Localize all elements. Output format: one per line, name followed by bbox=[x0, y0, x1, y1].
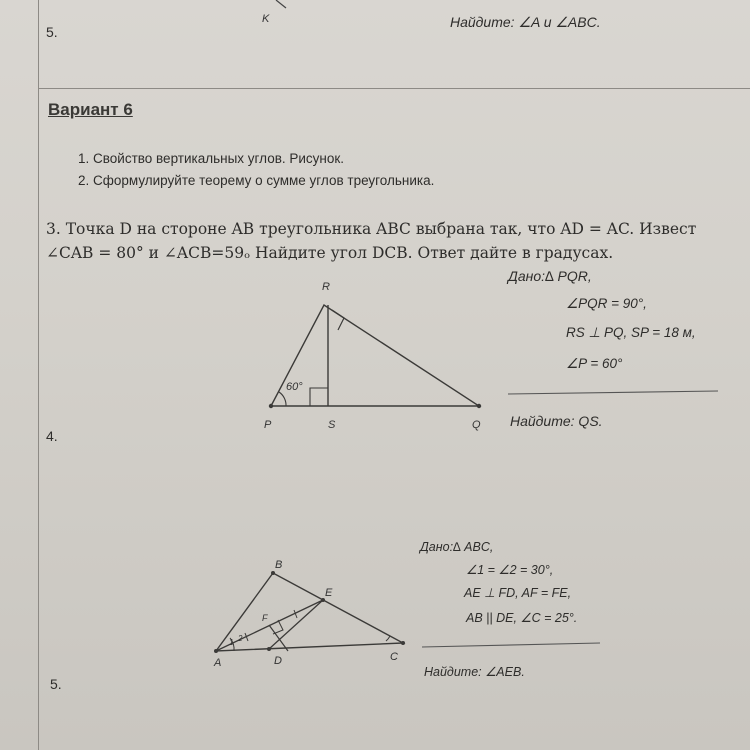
task5-separator-line bbox=[422, 643, 600, 647]
triangle-pqr-figure bbox=[264, 281, 481, 431]
label-a: A bbox=[214, 657, 222, 669]
label-b: B bbox=[275, 559, 283, 571]
task4-given-2: RS ⊥ PQ, SP = 18 м, bbox=[566, 325, 696, 340]
label-r: R bbox=[322, 281, 330, 293]
top-vertex-k: K bbox=[262, 13, 270, 25]
task5-given-title: Дано:∆ ABC, bbox=[420, 540, 494, 554]
vertex-b bbox=[271, 571, 275, 575]
label-angle-60: 60° bbox=[286, 381, 303, 393]
task4-number: 4. bbox=[46, 428, 58, 444]
task5-given-1: ∠1 = ∠2 = 30°, bbox=[466, 563, 554, 577]
label-s: S bbox=[328, 419, 336, 431]
task4-find: Найдите: QS. bbox=[510, 413, 603, 429]
task4-given-title: Дано:∆ PQR, bbox=[508, 268, 592, 284]
right-angle-s bbox=[310, 388, 328, 406]
label-d: D bbox=[274, 655, 282, 667]
label-q: Q bbox=[472, 419, 481, 431]
variant-title: Вариант 6 bbox=[48, 100, 133, 119]
label-e: E bbox=[325, 587, 333, 599]
top-fragment-line bbox=[276, 0, 286, 8]
task5-number: 5. bbox=[50, 676, 62, 692]
task4-given-1: ∠PQR = 90°, bbox=[566, 296, 647, 311]
task4-given-3: ∠P = 60° bbox=[566, 356, 623, 371]
label-c: C bbox=[390, 651, 398, 663]
triangle-abc-figure bbox=[213, 559, 405, 669]
right-angle-r bbox=[332, 310, 344, 330]
top-problem-number: 5. bbox=[46, 24, 58, 40]
vertex-d bbox=[267, 647, 271, 651]
segment-ed bbox=[269, 600, 323, 649]
label-angle-1: 1 bbox=[229, 638, 234, 647]
task3-line-2: ∠CAB = 80° и ∠ACB=59ₒ Найдите угол DCB. Ответ дайте в градусах. bbox=[46, 244, 614, 262]
theory-item-2: 2. Сформулируйте теорему о сумме углов треугольника. bbox=[78, 173, 435, 188]
vertex-p bbox=[269, 404, 273, 408]
label-angle-2: 2 bbox=[238, 634, 243, 643]
task5-given-3: AB || DE, ∠C = 25°. bbox=[466, 611, 578, 625]
theory-item-1: 1. Свойство вертикальных углов. Рисунок. bbox=[78, 151, 345, 166]
task5-given-2: AE ⊥ FD, AF = FE, bbox=[464, 586, 572, 600]
angle-arc-c bbox=[386, 636, 390, 641]
angle-arc-p bbox=[279, 392, 286, 406]
label-p: P bbox=[264, 419, 272, 431]
vertex-q bbox=[477, 404, 481, 408]
vertex-a bbox=[214, 649, 218, 653]
task4-separator-line bbox=[508, 391, 718, 394]
task5-find: Найдите: ∠AEB. bbox=[424, 665, 525, 679]
task3-line-1: 3. Точка D на стороне AB треугольника ABC выбрана так, что AD = AC. Извест bbox=[46, 220, 697, 238]
vertex-c bbox=[401, 641, 405, 645]
label-f: F bbox=[262, 613, 268, 623]
top-find-text: Найдите: ∠A и ∠ABC. bbox=[450, 14, 601, 30]
